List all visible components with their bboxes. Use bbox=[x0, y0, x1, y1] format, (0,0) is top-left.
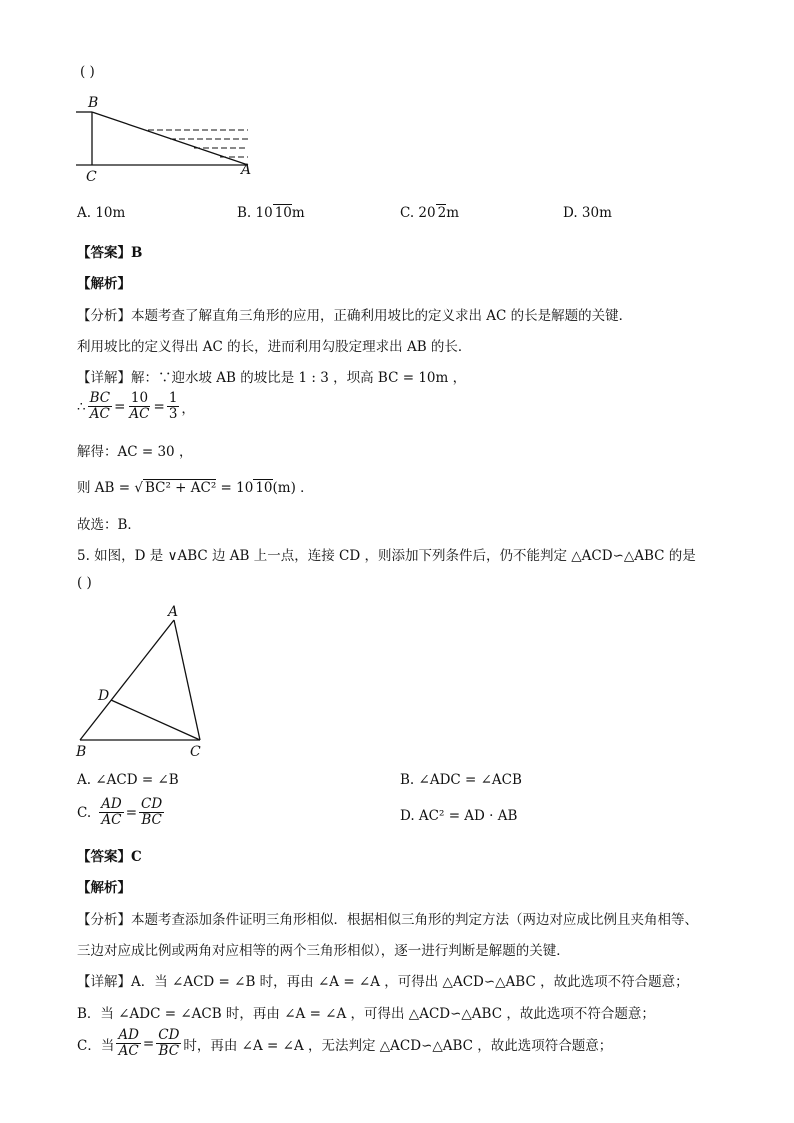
q4-option-c-prefix: C. 20 bbox=[400, 205, 436, 221]
q4-option-b-prefix: B. 10 bbox=[237, 205, 273, 221]
q4-option-c-unit: m bbox=[446, 205, 460, 221]
q4-fraction-10-ac: $\frac{10}{AC}$ bbox=[129, 390, 150, 422]
q4-fraction-bc-ac: $\frac{BC}{AC}$ bbox=[89, 390, 111, 422]
q4-label-a: A bbox=[241, 162, 252, 178]
q4-bracket: ( ) bbox=[80, 64, 95, 80]
q4-answer: 【答案】B bbox=[77, 245, 143, 261]
q5-segment-cd bbox=[111, 700, 200, 740]
q5-detail-c-frac-ad-ac: $\frac{AD}{AC}$ bbox=[118, 1027, 139, 1059]
q4-radical-10: 10 bbox=[255, 480, 273, 496]
q5-detail-b: B．当 ∠ADC = ∠ACB 时，再由 ∠A = ∠A ，可得出 △ACD∽△ABC ，故此选项不符合题意； bbox=[77, 1006, 655, 1022]
q5-label-a: A bbox=[168, 604, 179, 620]
q5-detail-c-frac-cd-bc: $\frac{CD}{BC}$ bbox=[158, 1027, 180, 1059]
q4-choose: 故选：B． bbox=[77, 517, 141, 533]
q5-side-ac bbox=[174, 620, 200, 740]
q5-option-c: C. $\frac{AD}{AC}$ = $\frac{CD}{BC}$ bbox=[77, 796, 163, 828]
q4-option-a: A. 10m bbox=[77, 205, 126, 221]
q5-bracket: ( ) bbox=[77, 575, 92, 591]
q5-label-c: C bbox=[190, 744, 201, 760]
q4-jiexi: 【解析】 bbox=[77, 276, 131, 292]
q5-label-b: B bbox=[76, 744, 87, 760]
q5-jiexi: 【解析】 bbox=[77, 880, 131, 896]
q4-detail-3: 解得：AC = 30 ， bbox=[77, 444, 193, 460]
q4-analysis-1: 【分析】本题考查了解直角三角形的应用，正确利用坡比的定义求出 AC 的长是解题的关键． bbox=[77, 308, 633, 324]
q4-option-d: D. 30m bbox=[563, 205, 612, 221]
q5-figure bbox=[66, 600, 216, 760]
q4-option-c bbox=[400, 205, 459, 221]
q4-detail-4: 则 AB = √ BC² + AC² = 10 10(m) ． bbox=[77, 480, 314, 496]
q4-detail-2: ∴ $\frac{BC}{AC}$ = $\frac{10}{AC}$ = $\frac{1}{3}$ ， bbox=[77, 390, 195, 422]
q4-radical-sum: BC² + AC² bbox=[144, 480, 217, 496]
q4-fraction-1-3: $\frac{1}{3}$ bbox=[168, 390, 178, 422]
q5-option-c-frac-cd-bc: $\frac{CD}{BC}$ bbox=[141, 796, 163, 828]
q5-stem: 5. 如图，D 是 ∨ABC 边 AB 上一点，连接 CD ，则添加下列条件后，仍不能判定 △ACD∽△ABC 的是 bbox=[77, 548, 696, 564]
q4-figure bbox=[70, 92, 260, 184]
q5-option-a: A. ∠ACD = ∠B bbox=[77, 772, 179, 788]
q4-option-b-radical: 10 bbox=[274, 205, 292, 221]
q4-label-b: B bbox=[88, 95, 99, 111]
q5-label-d: D bbox=[98, 688, 110, 704]
q4-option-b-unit: m bbox=[291, 205, 305, 221]
q5-option-c-frac-ad-ac: $\frac{AD}{AC}$ bbox=[101, 796, 122, 828]
q4-analysis-2: 利用坡比的定义得出 AC 的长，进而利用勾股定理求出 AB 的长． bbox=[77, 339, 472, 355]
q5-analysis-2: 三边对应成比例或两角对应相等的两个三角形相似），逐一进行判断是解题的关键． bbox=[77, 943, 570, 959]
q5-analysis-1: 【分析】本题考查添加条件证明三角形相似．根据相似三角形的判定方法（两边对应成比例且夹角相等、 bbox=[77, 912, 698, 928]
q5-detail-a: 【详解】A．当 ∠ACD = ∠B 时，再由 ∠A = ∠A ，可得出 △ACD∽△ABC ，故此选项不符合题意； bbox=[77, 974, 689, 990]
q5-option-d: D. AC² = AD · AB bbox=[400, 808, 518, 824]
q5-option-b: B. ∠ADC = ∠ACB bbox=[400, 772, 522, 788]
q4-label-c: C bbox=[86, 169, 97, 184]
q4-option-b bbox=[237, 205, 305, 221]
q4-option-c-radical: 2 bbox=[437, 205, 447, 221]
q4-detail-1: 【详解】解：∵迎水坡 AB 的坡比是 1 : 3 ，坝高 BC = 10m ， bbox=[77, 370, 467, 386]
q4-therefore: ∴ bbox=[77, 398, 86, 415]
q5-detail-c: C．当 $\frac{AD}{AC}$ = $\frac{CD}{BC}$ 时，再由 ∠A = ∠A ，无法判定 △ACD∽△ABC ，故此选项符合题意； bbox=[77, 1027, 613, 1059]
q5-answer: 【答案】C bbox=[77, 849, 142, 865]
